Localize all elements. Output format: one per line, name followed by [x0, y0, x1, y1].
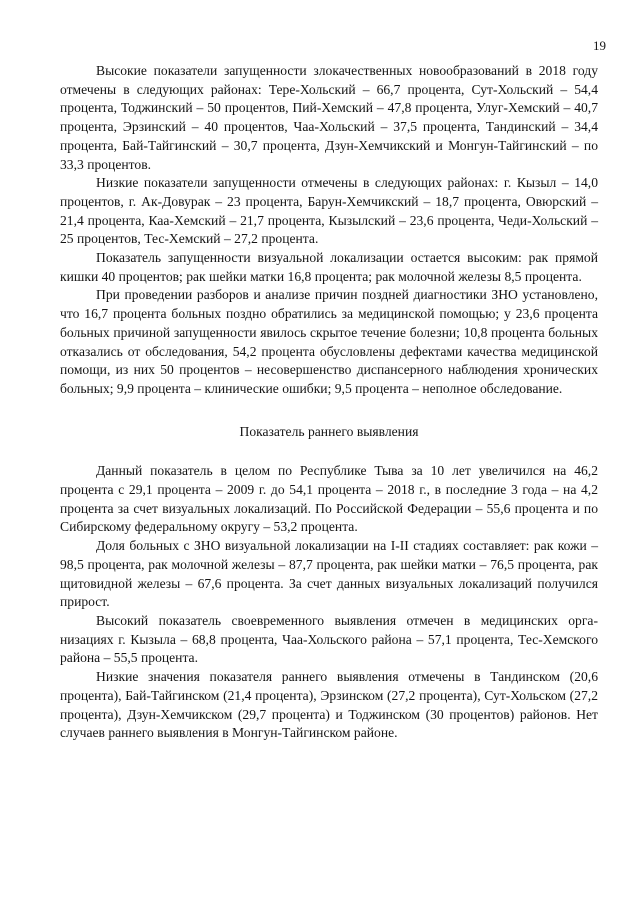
paragraph-low-neglect: Низкие показатели запущенности отмечены в следующих районах: г. Кызыл – 14,0 процентов, г. Ак-Довурак – 23 процента, Барун-Хемчикский – 18,7 процента, Овюрский – 21,4 процента, Каа-Хемский – 21,7 процента, Кызылский – 23,6 процента, Чеди-Хольский – 25 процентов, Тес-Хемский – 27,2 процента. [60, 175, 598, 247]
page-number: 19 [593, 38, 606, 53]
document-body [60, 62, 598, 743]
paragraph-high-neglect: Высокие показатели запущенности злокачественных новообразований в 2018 году отмечены в следующих районах: Тере-Хольский – 66,7 процента, Сут-Хольский – 54,4 процента, Тоджинский – 50 процентов, Пий-Хемский – 47,8 процента, Улуг-Хемский – 40,7 процента, Эрзинский – 40 процентов, Чаа-Хольский – 37,5 процента, Тандинский – 34,4 процента, Бай-Тайгинский – 30,7 процента, Дзун-Хемчикский и Монгун-Тайгинский – по 33,3 процентов. [60, 63, 598, 172]
section-heading-early-detection: Показатель раннего выявления [239, 423, 419, 439]
paragraph-low-early-detection: Низкие значения показателя раннего выявления отмечены в Тандинском (20,6 процента), Бай-Тайгинском (21,4 процента), Эрзинском (27,2 процента), Сут-Хольском (27,2 процента), Дзун-Хемчикском (29,7 процента) и Тоджинском (30 процентов) районов. Нет случаев раннего выявления в Монгун-Тайгинском районе. [60, 669, 598, 741]
paragraph-late-diagnosis-causes: При проведении разборов и анализе причин поздней диагностики ЗНО установлено, что 16,7 процента больных поздно обратились за медицинской помощью; у 23,6 процента больных причиной запущенности явилось скрытое течение болезни; 10,8 процента больных отказались от обследования, 54,2 процента обусловлены дефектами качества медицинской помощи, из них 50 процентов – несовершенство диспансерного наблюдения хронических больных; 9,9 процента – клинические ошибки; 9,5 процента – неполное обследование. [60, 287, 598, 396]
paragraph-early-stage-share: Доля больных с ЗНО визуальной локализации на I-II стадиях составляет: рак кожи – 98,5 процента, рак молочной железы – 87,7 процента, рак шейки матки – 76,5 процента, рак щитовидной железы – 67,6 процента. За счет данных визуальных локализаций получился прирост. [60, 538, 598, 610]
paragraph-high-early-detection: Высокий показатель своевременного выявления отмечен в медицинских организациях г. Кызыла – 68,8 процента, Чаа-Хольского района – 57,1 процента, Тес-Хемского района – 55,5 процента. [60, 612, 598, 666]
paragraph-visual-localization: Показатель запущенности визуальной локализации остается высоким: рак прямой кишки 40 процентов; рак шейки матки 16,8 процента; рак молочной железы 8,5 процента. [60, 250, 598, 284]
paragraph-early-detection-trend: Данный показатель в целом по Республике Тыва за 10 лет увеличился на 46,2 процента с 29,1 процента – 2009 г. до 54,1 процента – 2018 г., в последние 3 года – на 4,2 процента за счет визуальных локализаций. По Российской Федерации – 55,6 процента и по Сибирскому федеральному округу – 53,2 процента. [60, 463, 598, 535]
